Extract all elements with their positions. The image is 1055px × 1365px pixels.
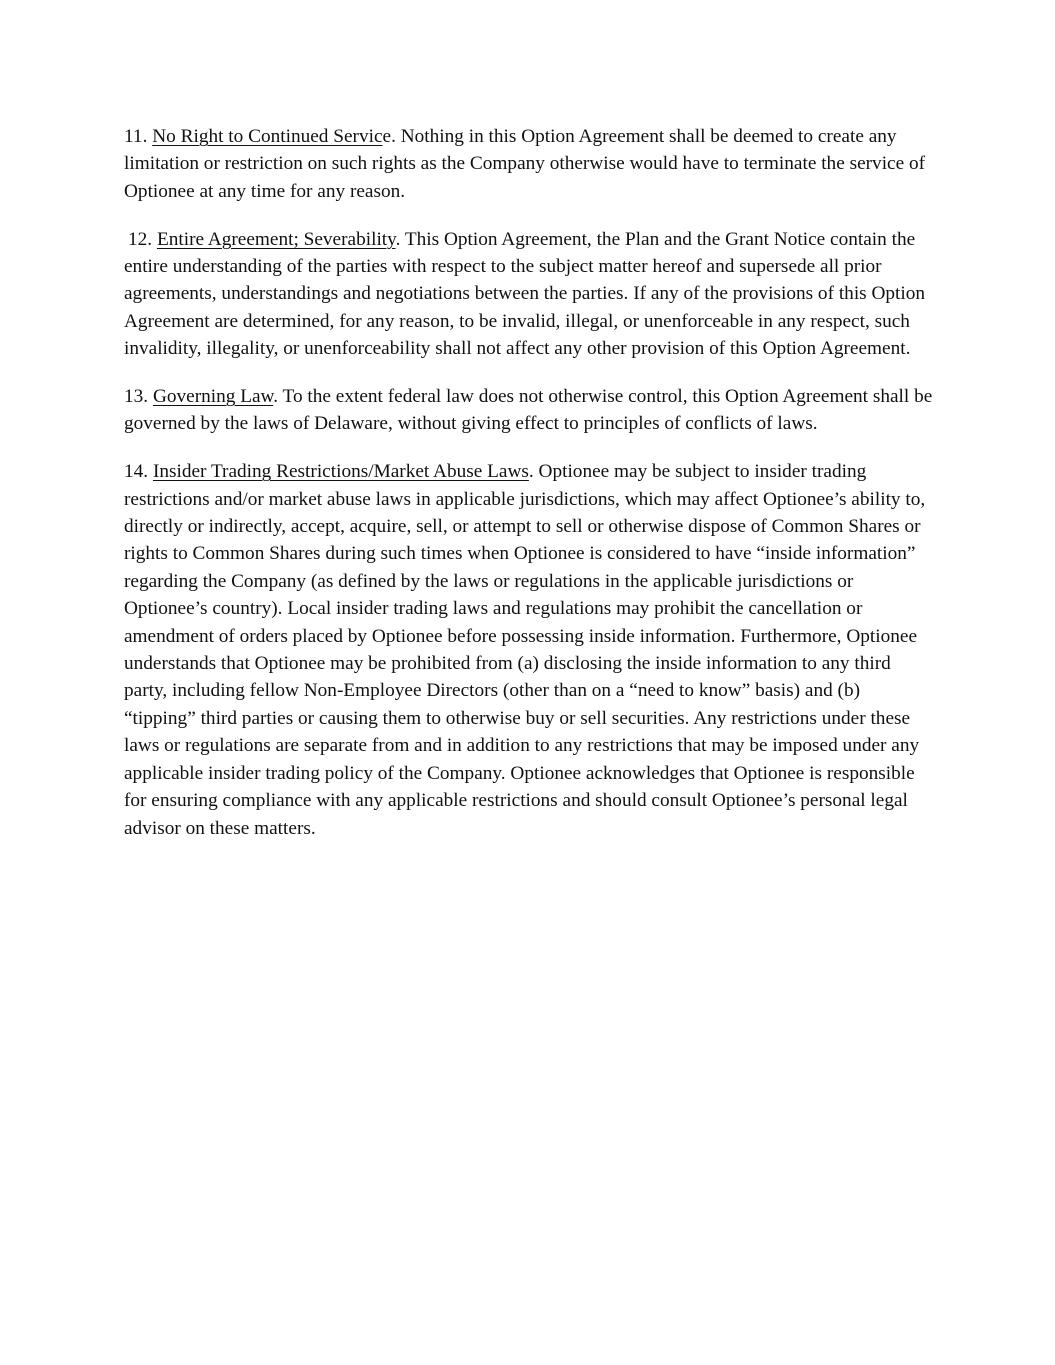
section-body: . Optionee may be subject to insider trading restrictions and/or market abuse laws in applicable jurisdictions, which may affect Optionee’s ability to, directly or indirectly, accept, acquire, sell, or attempt to sell or otherwise dispose of Common Shares or rights to Common Shares during such times when Optionee is considered to have “inside information” regarding the Company (as defined by the laws or regulations in the applicable jurisdictions or Optionee’s country). Local insider trading laws and regulations may prohibit the cancellation or amendment of orders placed by Optionee before possessing inside information. Furthermore, Optionee understands that Optionee may be prohibited from (a) disclosing the inside information to any third party, including fellow Non-Employee Directors (other than on a “need to know” basis) and (b) “tipping” third parties or causing them to otherwise buy or sell securities. Any restrictions under these laws or regulations are separate from and in addition to any restrictions that may be imposed under any applicable insider trading policy of the Company. Optionee acknowledges that Optionee is responsible for ensuring compliance with any applicable restrictions and should consult Optionee’s personal legal advisor on these matters.: [124, 461, 926, 839]
section-14: [124, 458, 936, 842]
document-body: [124, 123, 936, 862]
section-heading: Entire Agreement; Severability: [156, 228, 396, 250]
section-number: 13.: [124, 386, 149, 408]
section-heading: Insider Trading Restrictions/Market Abuse Laws: [152, 461, 529, 483]
section-number: 14.: [124, 461, 149, 483]
section-heading: No Right to Continued Servic: [152, 126, 383, 147]
section-body: . This Option Agreement, the Plan and the Grant Notice contain the entire understanding of the parties with respect to the subject matter hereof and supersede all prior agreements, understandings and negotiations between the parties. If any of the provisions of this Option Agreement are determined, for any reason, to be invalid, illegal, or unenforceable in any respect, such invalidity, illegality, or unenforceability shall not affect any other provision of this Option Agreement.: [124, 228, 926, 360]
section-number: 11.: [124, 126, 148, 147]
section-body: . Nothing in this Option Agreement shall be deemed to create any limitation or restriction on such rights as the Company otherwise would have to terminate the service of Optionee at any time for any reason.: [124, 126, 926, 202]
section-11: [124, 123, 936, 205]
section-number: 12.: [128, 228, 153, 250]
section-heading: Governing Law: [152, 386, 274, 408]
section-12: [124, 226, 936, 363]
section-13: [124, 383, 936, 438]
section-body: . To the extent federal law does not otherwise control, this Option Agreement shall be governed by the laws of Delaware, without giving effect to principles of conflicts of laws.: [124, 386, 933, 435]
section-heading-tail: e: [382, 126, 392, 147]
